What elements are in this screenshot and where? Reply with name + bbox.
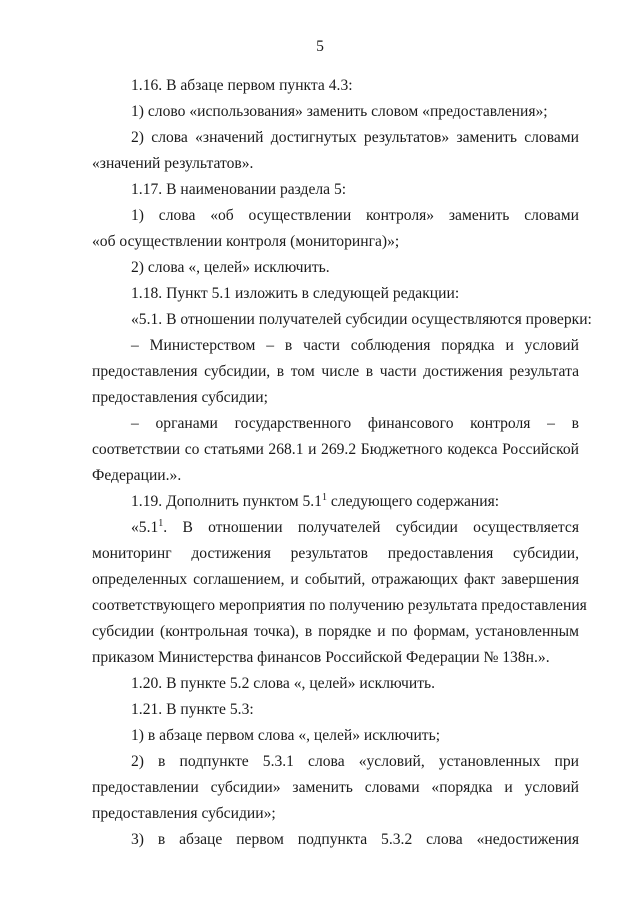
- superscript: 1: [158, 518, 164, 529]
- text-line: предоставлении субсидии» заменить словами «порядка и условий: [92, 779, 579, 796]
- text-line: «5.1. В отношении получателей субсидии осуществляются проверки:: [131, 311, 592, 328]
- text-line: 2) в подпункте 5.3.1 слова «условий, установленных при: [131, 753, 579, 770]
- text-line: предоставления субсидии, в том числе в части достижения результата: [92, 363, 579, 380]
- text-line: субсидии (контрольная точка), в порядке и по формам, установленным: [92, 623, 579, 640]
- text-line: предоставления субсидии;: [92, 389, 268, 406]
- text-run: «5.1: [131, 519, 159, 536]
- text-line: соответствии со статьями 268.1 и 269.2 Бюджетного кодекса Российской: [92, 441, 579, 458]
- text-line: предоставления субсидии»;: [92, 805, 276, 822]
- superscript: 1: [321, 492, 327, 503]
- text-run: следующего содержания:: [326, 493, 500, 510]
- text-line: приказом Министерства финансов Российской Федерации № 138н.».: [92, 649, 550, 666]
- text-line: [131, 518, 579, 538]
- text-line: «значений результатов».: [92, 155, 254, 172]
- text-line: Федерации.».: [92, 467, 182, 484]
- text-line: 1) в абзаце первом слова «, целей» исключить;: [131, 727, 441, 744]
- text-line: 2) слова «, целей» исключить.: [131, 259, 330, 276]
- text-line: 1.18. Пункт 5.1 изложить в следующей редакции:: [131, 285, 460, 302]
- text-line: 1.16. В абзаце первом пункта 4.3:: [131, 77, 353, 94]
- text-line: «об осуществлении контроля (мониторинга)»;: [92, 233, 400, 250]
- text-line: 1) слова «об осуществлении контроля» заменить словами: [131, 207, 579, 224]
- text-line: 2) слова «значений достигнутых результатов» заменить словами: [131, 129, 579, 146]
- text-line: 1.17. В наименовании раздела 5:: [131, 181, 347, 198]
- text-run: 1.19. Дополнить пунктом 5.1: [131, 493, 322, 510]
- text-line: – органами государственного финансового контроля – в: [131, 415, 579, 432]
- text-run: . В отношении получателей субсидии осуществляется: [163, 519, 579, 536]
- text-line: мониторинг достижения результатов предоставления субсидии,: [92, 545, 579, 562]
- text-line: – Министерством – в части соблюдения порядка и условий: [131, 337, 579, 354]
- page-number: 5: [316, 38, 324, 55]
- text-line: 1.20. В пункте 5.2 слова «, целей» исключить.: [131, 675, 436, 692]
- text-line: [131, 492, 579, 512]
- text-line: 3) в абзаце первом подпункта 5.3.2 слова «недостижения: [131, 831, 579, 848]
- text-line: определенных соглашением, и событий, отражающих факт завершения: [92, 571, 579, 588]
- text-line: 1) слово «использования» заменить словом «предоставления»;: [131, 103, 548, 120]
- text-line: соответствующего мероприятия по получению результата предоставления: [92, 597, 587, 614]
- text-line: 1.21. В пункте 5.3:: [131, 701, 254, 718]
